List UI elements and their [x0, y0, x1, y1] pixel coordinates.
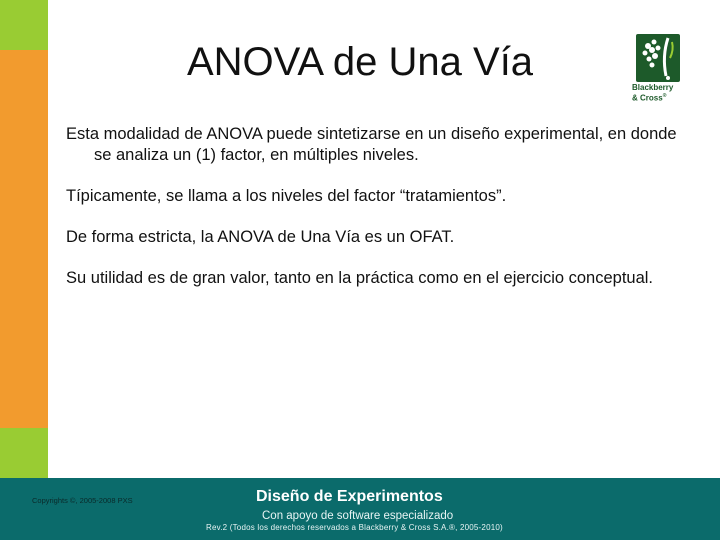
paragraph-2: Típicamente, se llama a los niveles del factor “tratamientos”. — [66, 187, 507, 205]
logo-line-1: Blackberry — [632, 83, 674, 92]
copyright-notice: Copyrights ©, 2005-2008 PXS — [32, 496, 133, 505]
footer-title: Diseño de Experimentos — [256, 488, 443, 505]
left-sidebar — [0, 0, 48, 540]
paragraph-4: Su utilidad es de gran valor, tanto en la práctica como en el ejercicio conceptual. — [66, 269, 654, 287]
slide-body — [66, 124, 686, 309]
registered-mark: ® — [662, 93, 667, 99]
paragraph-1: Esta modalidad de ANOVA puede sintetizarse en un diseño experimental, en donde se analiza un (1) factor, en múltiples niveles. — [66, 125, 677, 164]
sidebar-green-top-block — [0, 0, 48, 50]
paragraph-3: De forma estricta, la ANOVA de Una Vía es un OFAT. — [66, 228, 455, 246]
footer-bar — [0, 478, 720, 540]
logo-text — [632, 84, 673, 103]
sidebar-green-bottom-block — [0, 428, 48, 478]
footer-subtitle: Con apoyo de software especializado — [262, 510, 454, 522]
sidebar-orange-block — [0, 50, 48, 428]
berry-leaf-icon — [632, 32, 686, 84]
logo-line-2: & Cross® — [632, 93, 667, 103]
footer-revision: Rev.2 (Todos los derechos reservados a Blackberry & Cross S.A.®, 2005-2010) — [206, 523, 503, 532]
blackberry-cross-logo — [632, 32, 686, 102]
slide-title: ANOVA de Una Vía — [186, 40, 534, 84]
